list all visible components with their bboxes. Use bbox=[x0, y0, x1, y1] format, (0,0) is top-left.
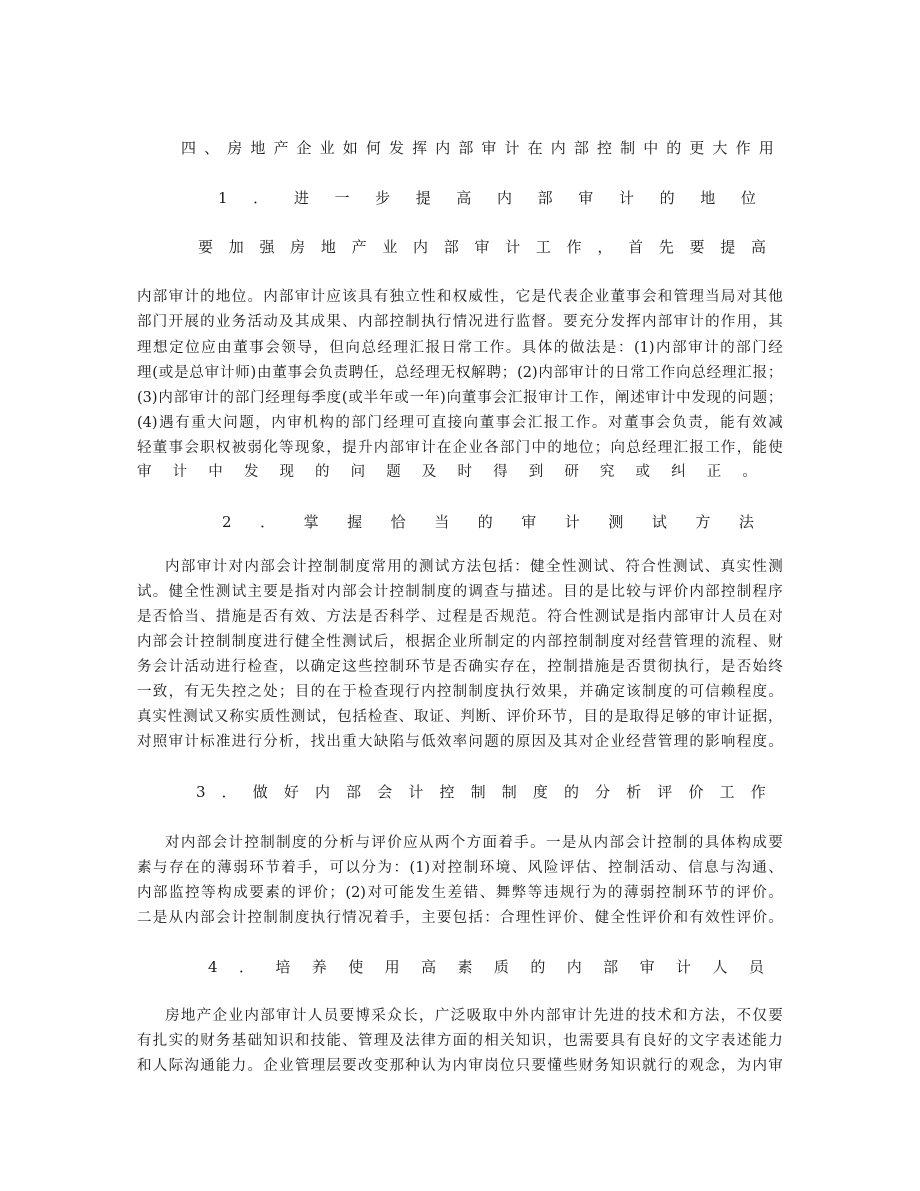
text-line: 理 想 定 位 应 由 董 事 会 领 导 ， 但 向 总 经 理 汇 报 日 常 工 作 。 具 体 的 做 法 是 ： (1) 内 部 审 计 的 部 门 经 bbox=[137, 340, 783, 356]
text-line: 审 计 中 发 现 的 问 题 及 时 得 到 研 究 或 纠 正 。 bbox=[137, 464, 757, 480]
paragraph-lead: 要 加 强 房 地 产 业 内 部 审 计 工 作 ， 首 先 要 提 高 bbox=[198, 238, 766, 256]
text-line: 内 部 审 计 的 地 位 。 内 部 审 计 应 该 具 有 独 立 性 和 权 威 性 ， 它 是 代 表 企 业 董 事 会 和 管 理 当 局 对 其 他 bbox=[137, 289, 783, 305]
section-heading: 3 ． 做 好 内 部 会 计 控 制 制 度 的 分 析 评 价 工 作 bbox=[196, 783, 766, 801]
text-line: 内 部 审 计 对 内 部 会 计 控 制 制 度 常 用 的 测 试 方 法 包 括 ： 健 全 性 测 试 、 符 合 性 测 试 、 真 实 性 测 bbox=[165, 559, 783, 575]
text-line: 试 。 健 全 性 测 试 主 要 是 指 对 内 部 会 计 控 制 制 度 的 调 查 与 描 述 。 目 的 是 比 较 与 评 价 内 部 控 制 程 序 bbox=[137, 584, 783, 600]
text-line: (3) 内 部 审 计 的 部 门 经 理 每 季 度 ( 或 半 年 或 一 年 ) 向 董 事 会 汇 报 审 计 工 作 ， 阐 述 审 计 中 发 现 的 问 题 ； bbox=[137, 390, 783, 406]
text-line: 部 门 开 展 的 业 务 活 动 及 其 成 果 、 内 部 控 制 执 行 情 况 进 行 监 督 。 要 充 分 发 挥 内 部 审 计 的 作 用 ， 其 bbox=[137, 314, 783, 330]
main-heading: 四 、 房 地 产 企 业 如 何 发 挥 内 部 审 计 在 内 部 控 制 中 的 更 大 作 用 bbox=[181, 139, 774, 157]
text-line: 务 会 计 活 动 进 行 检 查 ， 以 确 定 这 些 控 制 环 节 是 否 确 实 存 在 ， 控 制 措 施 是 否 贯 彻 执 行 ， 是 否 始 终 bbox=[137, 659, 783, 675]
section-heading: 2 ． 掌 握 恰 当 的 审 计 测 试 方 法 bbox=[222, 513, 754, 531]
section-heading: 1 ． 进 一 步 提 高 内 部 审 计 的 地 位 bbox=[218, 189, 756, 207]
text-line: 真 实 性 测 试 又 称 实 质 性 测 试 ， 包 括 检 查 、 取 证 、 判 断 、 评 价 环 节 ， 目 的 是 取 得 足 够 的 审 计 证 据 ， bbox=[137, 709, 783, 725]
text-line: 对 内 部 会 计 控 制 制 度 的 分 析 与 评 价 应 从 两 个 方 面 着 手 。 一 是 从 内 部 会 计 控 制 的 具 体 构 成 要 bbox=[165, 835, 783, 851]
text-line: 有 扎 实 的 财 务 基 础 知 识 和 技 能 、 管 理 及 法 律 方 面 的 相 关 知 识 ， 也 需 要 具 有 良 好 的 文 字 表 述 能 力 bbox=[137, 1033, 783, 1049]
text-line: 房 地 产 企 业 内 部 审 计 人 员 要 博 采 众 长 ， 广 泛 吸 取 中 外 内 部 审 计 先 进 的 技 术 和 方 法 ， 不 仅 要 bbox=[165, 1008, 783, 1024]
section-heading: 4 ． 培 养 使 用 高 素 质 的 内 部 审 计 人 员 bbox=[208, 958, 764, 976]
text-line: 和 人 际 沟 通 能 力 。 企 业 管 理 层 要 改 变 那 种 认 为 内 审 岗 位 只 要 懂 些 财 务 知 识 就 行 的 观 念 ， 为 内 审 bbox=[137, 1058, 783, 1074]
text-line: 二 是 从 内 部 会 计 控 制 制 度 执 行 情 况 着 手 ， 主 要 包 括 ： 合 理 性 评 价 、 健 全 性 评 价 和 有 效 性 评 价 。 bbox=[137, 910, 783, 926]
text-line: (4) 遇 有 重 大 问 题 ， 内 审 机 构 的 部 门 经 理 可 直 接 向 董 事 会 汇 报 工 作 。 对 董 事 会 负 责 ， 能 有 效 减 bbox=[137, 415, 783, 431]
text-line: 内 部 会 计 控 制 制 度 进 行 健 全 性 测 试 后 ， 根 据 企 业 所 制 定 的 内 部 控 制 制 度 对 经 营 管 理 的 流 程 、 财 bbox=[137, 634, 783, 650]
text-line: 内 部 监 控 等 构 成 要 素 的 评 价 ； (2) 对 可 能 发 生 差 错 、 舞 弊 等 违 规 行 为 的 薄 弱 控 制 环 节 的 评 价 。 bbox=[137, 885, 783, 901]
text-line: 是 否 恰 当 、 措 施 是 否 有 效 、 方 法 是 否 科 学 、 过 程 是 否 规 范 。 符 合 性 测 试 是 指 内 部 审 计 人 员 在 对 bbox=[137, 609, 783, 625]
text-line: 理 ( 或 是 总 审 计 师 ) 由 董 事 会 负 责 聘 任 ， 总 经 理 无 权 解 聘 ； (2) 内 部 审 计 的 日 常 工 作 向 总 经 理 汇 报 ； bbox=[137, 365, 783, 381]
text-line: 一 致 ， 有 无 失 控 之 处 ； 目 的 在 于 检 查 现 行 内 控 制 制 度 执 行 效 果 ， 并 确 定 该 制 度 的 可 信 赖 程 度 。 bbox=[137, 684, 783, 700]
text-line: 轻 董 事 会 职 权 被 弱 化 等 现 象 ， 提 升 内 部 审 计 在 企 业 各 部 门 中 的 地 位 ； 向 总 经 理 汇 报 工 作 ， 能 使 bbox=[137, 440, 783, 456]
text-line: 素 与 存 在 的 薄 弱 环 节 着 手 ， 可 以 分 为 ： (1) 对 控 制 环 境 、 风 险 评 估 、 控 制 活 动 、 信 息 与 沟 通 、 bbox=[137, 860, 783, 876]
text-line: 对 照 审 计 标 准 进 行 分 析 ， 找 出 重 大 缺 陷 与 低 效 率 问 题 的 原 因 及 其 对 企 业 经 营 管 理 的 影 响 程 度 。 bbox=[137, 734, 783, 750]
